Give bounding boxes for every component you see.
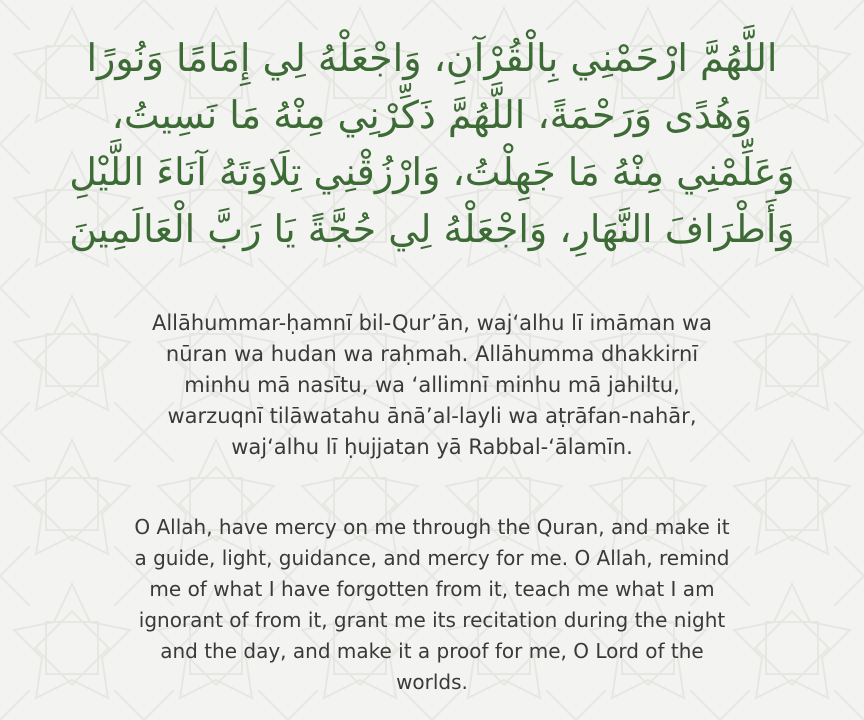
arabic-line: اللَّهُمَّ ارْحَمْنِي بِالْقُرْآنِ، وَاجْعَلْهُ لِي إِمَامًا وَنُورًا [86,36,778,80]
transliteration-line: nūran wa hudan wa raḥmah. Allāhumma dhakkirnī [165,342,699,366]
transliteration-line: warzuqnī tilāwatahu ānā’al-layli wa aṭrāfan-nahār, [167,404,697,428]
transliteration-text [40,308,824,463]
transliteration-line: Allāhummar-ḥamnī bil-Qur’ān, waj‘alhu lī imāman wa [151,311,713,335]
arabic-dua-text [20,30,844,258]
translation-line: and the day, and make it a proof for me, O Lord of the [160,639,704,663]
arabic-line: وَأَطْرَافَ النَّهَارِ، وَاجْعَلْهُ لِي حُجَّةً يَا رَبَّ الْعَالَمِينَ [69,207,795,251]
transliteration-line: minhu mā nasītu, wa ‘allimnī minhu mā jahiltu, [184,373,680,397]
english-translation-text [40,512,824,698]
translation-line: ignorant of from it, grant me its recitation during the night [138,608,726,632]
translation-line: worlds. [396,670,468,694]
translation-line: me of what I have forgotten from it, teach me what I am [149,577,715,601]
arabic-line: وَعَلِّمْنِي مِنْهُ مَا جَهِلْتُ، وَارْزُقْنِي تِلَاوَتَهُ آنَاءَ اللَّيْلِ [69,150,795,194]
translation-line: a guide, light, guidance, and mercy for me. O Allah, remind [134,546,730,570]
translation-line: O Allah, have mercy on me through the Quran, and make it [134,515,730,539]
arabic-line: وَهُدًى وَرَحْمَةً، اللَّهُمَّ ذَكِّرْنِي مِنْهُ مَا نَسِيتُ، [111,93,753,137]
transliteration-line: waj‘alhu lī ḥujjatan yā Rabbal-‘ālamīn. [231,435,633,459]
